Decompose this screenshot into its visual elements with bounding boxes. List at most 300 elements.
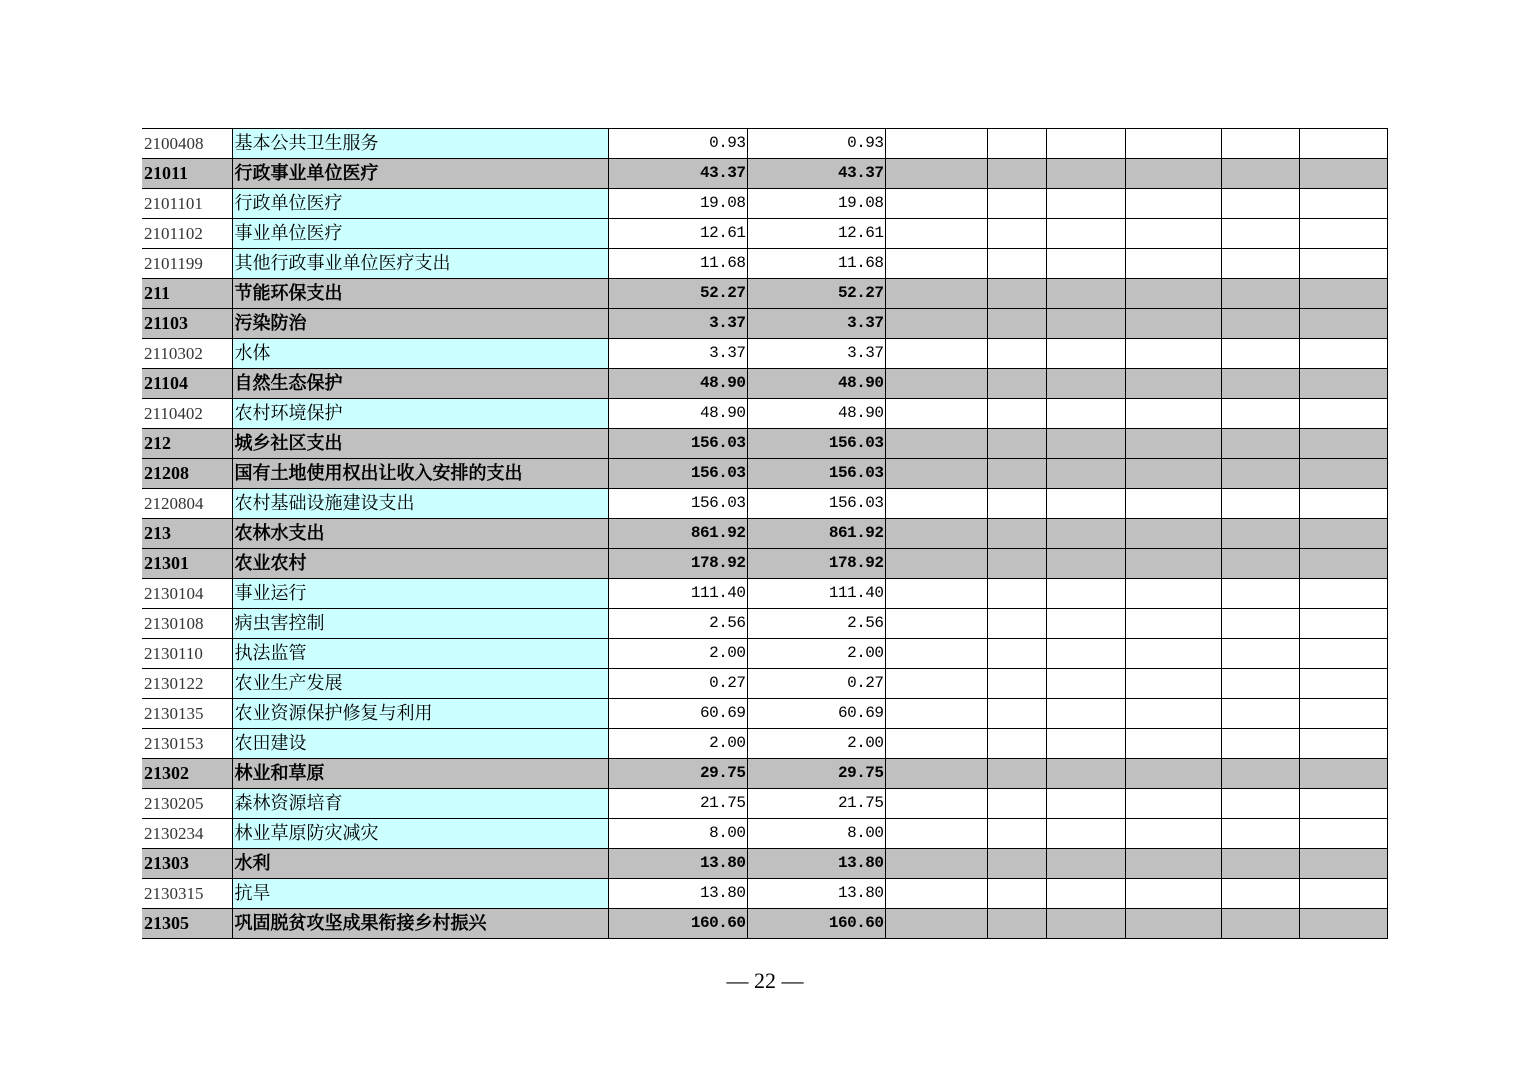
empty-cell <box>987 339 1046 369</box>
row-value-2: 60.69 <box>747 699 885 729</box>
table-row <box>142 729 1387 759</box>
empty-cell <box>1125 309 1221 339</box>
empty-cell <box>1221 309 1299 339</box>
row-code: 21011 <box>142 159 232 189</box>
empty-cell <box>1299 519 1387 549</box>
row-name: 自然生态保护 <box>232 369 608 399</box>
row-value-2: 156.03 <box>747 489 885 519</box>
row-value-2: 160.60 <box>747 909 885 939</box>
empty-cell <box>885 219 987 249</box>
empty-cell <box>885 579 987 609</box>
empty-cell <box>1299 159 1387 189</box>
empty-cell <box>987 279 1046 309</box>
row-value-1: 48.90 <box>608 399 747 429</box>
empty-cell <box>1046 279 1125 309</box>
row-value-2: 2.00 <box>747 729 885 759</box>
row-code: 21305 <box>142 909 232 939</box>
row-value-2: 2.56 <box>747 609 885 639</box>
empty-cell <box>1221 249 1299 279</box>
table-body <box>142 129 1387 939</box>
row-value-1: 13.80 <box>608 879 747 909</box>
table-row <box>142 549 1387 579</box>
table-row <box>142 339 1387 369</box>
row-value-2: 29.75 <box>747 759 885 789</box>
row-value-1: 156.03 <box>608 429 747 459</box>
empty-cell <box>1125 129 1221 159</box>
empty-cell <box>1125 819 1221 849</box>
row-value-2: 12.61 <box>747 219 885 249</box>
empty-cell <box>1299 369 1387 399</box>
empty-cell <box>885 729 987 759</box>
table-row <box>142 879 1387 909</box>
table-row <box>142 609 1387 639</box>
empty-cell <box>885 609 987 639</box>
empty-cell <box>885 399 987 429</box>
empty-cell <box>987 789 1046 819</box>
empty-cell <box>1046 819 1125 849</box>
row-value-2: 48.90 <box>747 399 885 429</box>
table-row <box>142 429 1387 459</box>
row-value-2: 111.40 <box>747 579 885 609</box>
empty-cell <box>1125 279 1221 309</box>
empty-cell <box>1221 549 1299 579</box>
row-name: 农业资源保护修复与利用 <box>232 699 608 729</box>
table-row <box>142 399 1387 429</box>
row-value-1: 111.40 <box>608 579 747 609</box>
empty-cell <box>885 639 987 669</box>
empty-cell <box>1299 309 1387 339</box>
empty-cell <box>1221 609 1299 639</box>
empty-cell <box>1046 309 1125 339</box>
table-row <box>142 819 1387 849</box>
empty-cell <box>885 369 987 399</box>
table-row <box>142 639 1387 669</box>
empty-cell <box>1125 729 1221 759</box>
empty-cell <box>987 159 1046 189</box>
table-row <box>142 789 1387 819</box>
empty-cell <box>1046 609 1125 639</box>
empty-cell <box>1046 699 1125 729</box>
empty-cell <box>1221 819 1299 849</box>
empty-cell <box>987 699 1046 729</box>
empty-cell <box>1299 759 1387 789</box>
row-value-2: 0.27 <box>747 669 885 699</box>
table-row <box>142 849 1387 879</box>
row-value-1: 21.75 <box>608 789 747 819</box>
empty-cell <box>1046 429 1125 459</box>
empty-cell <box>1221 489 1299 519</box>
row-name: 行政事业单位医疗 <box>232 159 608 189</box>
empty-cell <box>1125 339 1221 369</box>
empty-cell <box>1299 639 1387 669</box>
empty-cell <box>987 369 1046 399</box>
empty-cell <box>1299 489 1387 519</box>
empty-cell <box>1221 459 1299 489</box>
row-value-2: 43.37 <box>747 159 885 189</box>
empty-cell <box>885 159 987 189</box>
empty-cell <box>1299 279 1387 309</box>
table-row <box>142 159 1387 189</box>
table-row <box>142 129 1387 159</box>
empty-cell <box>1046 159 1125 189</box>
empty-cell <box>885 789 987 819</box>
empty-cell <box>987 459 1046 489</box>
row-name: 林业和草原 <box>232 759 608 789</box>
row-value-2: 13.80 <box>747 879 885 909</box>
empty-cell <box>1221 339 1299 369</box>
empty-cell <box>1299 669 1387 699</box>
empty-cell <box>987 309 1046 339</box>
empty-cell <box>1221 159 1299 189</box>
row-value-1: 12.61 <box>608 219 747 249</box>
row-name: 农业生产发展 <box>232 669 608 699</box>
row-value-2: 21.75 <box>747 789 885 819</box>
empty-cell <box>1221 669 1299 699</box>
row-code: 2110402 <box>142 399 232 429</box>
empty-cell <box>1125 189 1221 219</box>
empty-cell <box>1125 639 1221 669</box>
empty-cell <box>1221 579 1299 609</box>
empty-cell <box>885 459 987 489</box>
empty-cell <box>987 429 1046 459</box>
empty-cell <box>1299 399 1387 429</box>
empty-cell <box>1125 369 1221 399</box>
empty-cell <box>885 489 987 519</box>
row-name: 国有土地使用权出让收入安排的支出 <box>232 459 608 489</box>
empty-cell <box>1299 189 1387 219</box>
empty-cell <box>1046 489 1125 519</box>
row-name: 事业单位医疗 <box>232 219 608 249</box>
empty-cell <box>1221 759 1299 789</box>
empty-cell <box>1046 459 1125 489</box>
row-value-1: 160.60 <box>608 909 747 939</box>
table-row <box>142 309 1387 339</box>
row-value-2: 861.92 <box>747 519 885 549</box>
empty-cell <box>1046 759 1125 789</box>
empty-cell <box>1299 909 1387 939</box>
row-code: 21104 <box>142 369 232 399</box>
empty-cell <box>885 249 987 279</box>
row-code: 21301 <box>142 549 232 579</box>
empty-cell <box>1046 639 1125 669</box>
row-value-1: 0.93 <box>608 129 747 159</box>
row-name: 水利 <box>232 849 608 879</box>
empty-cell <box>1221 789 1299 819</box>
empty-cell <box>1125 789 1221 819</box>
empty-cell <box>987 219 1046 249</box>
empty-cell <box>987 399 1046 429</box>
row-value-2: 3.37 <box>747 309 885 339</box>
row-value-1: 178.92 <box>608 549 747 579</box>
row-value-1: 2.56 <box>608 609 747 639</box>
empty-cell <box>1046 399 1125 429</box>
empty-cell <box>987 729 1046 759</box>
page-number: — 22 — <box>726 968 804 993</box>
empty-cell <box>987 579 1046 609</box>
empty-cell <box>1221 729 1299 759</box>
row-value-2: 11.68 <box>747 249 885 279</box>
row-name: 执法监管 <box>232 639 608 669</box>
row-value-1: 3.37 <box>608 339 747 369</box>
row-name: 农业农村 <box>232 549 608 579</box>
empty-cell <box>1221 189 1299 219</box>
row-name: 农村环境保护 <box>232 399 608 429</box>
empty-cell <box>1299 339 1387 369</box>
row-code: 2120804 <box>142 489 232 519</box>
empty-cell <box>1221 369 1299 399</box>
row-code: 2130315 <box>142 879 232 909</box>
empty-cell <box>1299 219 1387 249</box>
empty-cell <box>1125 489 1221 519</box>
empty-cell <box>885 279 987 309</box>
empty-cell <box>1046 669 1125 699</box>
empty-cell <box>1046 909 1125 939</box>
row-value-2: 156.03 <box>747 429 885 459</box>
empty-cell <box>987 549 1046 579</box>
table-row <box>142 699 1387 729</box>
row-code: 213 <box>142 519 232 549</box>
row-code: 2130122 <box>142 669 232 699</box>
empty-cell <box>1299 129 1387 159</box>
row-name: 事业运行 <box>232 579 608 609</box>
empty-cell <box>1221 279 1299 309</box>
empty-cell <box>885 519 987 549</box>
empty-cell <box>987 639 1046 669</box>
empty-cell <box>1046 129 1125 159</box>
row-code: 2130234 <box>142 819 232 849</box>
row-code: 21303 <box>142 849 232 879</box>
row-code: 21103 <box>142 309 232 339</box>
row-code: 2130110 <box>142 639 232 669</box>
empty-cell <box>885 129 987 159</box>
empty-cell <box>987 819 1046 849</box>
empty-cell <box>987 129 1046 159</box>
row-value-2: 52.27 <box>747 279 885 309</box>
empty-cell <box>1125 699 1221 729</box>
row-value-1: 3.37 <box>608 309 747 339</box>
table-row <box>142 459 1387 489</box>
empty-cell <box>1046 339 1125 369</box>
empty-cell <box>987 609 1046 639</box>
empty-cell <box>1221 909 1299 939</box>
empty-cell <box>987 189 1046 219</box>
empty-cell <box>1221 429 1299 459</box>
table-row <box>142 369 1387 399</box>
row-name: 农田建设 <box>232 729 608 759</box>
empty-cell <box>1125 879 1221 909</box>
table-row <box>142 249 1387 279</box>
budget-table <box>142 128 1388 939</box>
empty-cell <box>1125 669 1221 699</box>
row-code: 2130153 <box>142 729 232 759</box>
empty-cell <box>1221 519 1299 549</box>
empty-cell <box>1125 609 1221 639</box>
row-value-1: 156.03 <box>608 459 747 489</box>
table-row <box>142 579 1387 609</box>
empty-cell <box>1125 579 1221 609</box>
empty-cell <box>1046 579 1125 609</box>
empty-cell <box>987 489 1046 519</box>
row-code: 2130108 <box>142 609 232 639</box>
row-name: 巩固脱贫攻坚成果衔接乡村振兴 <box>232 909 608 939</box>
row-code: 2101101 <box>142 189 232 219</box>
empty-cell <box>987 909 1046 939</box>
empty-cell <box>1299 789 1387 819</box>
row-code: 2130205 <box>142 789 232 819</box>
empty-cell <box>885 669 987 699</box>
row-name: 行政单位医疗 <box>232 189 608 219</box>
row-value-1: 0.27 <box>608 669 747 699</box>
empty-cell <box>885 909 987 939</box>
row-name: 城乡社区支出 <box>232 429 608 459</box>
row-name: 污染防治 <box>232 309 608 339</box>
empty-cell <box>1046 219 1125 249</box>
empty-cell <box>1046 189 1125 219</box>
empty-cell <box>1046 729 1125 759</box>
empty-cell <box>885 549 987 579</box>
empty-cell <box>1221 699 1299 729</box>
row-code: 212 <box>142 429 232 459</box>
row-value-1: 48.90 <box>608 369 747 399</box>
table-row <box>142 519 1387 549</box>
empty-cell <box>885 309 987 339</box>
row-value-1: 60.69 <box>608 699 747 729</box>
row-value-1: 11.68 <box>608 249 747 279</box>
table-row <box>142 219 1387 249</box>
row-value-2: 8.00 <box>747 819 885 849</box>
row-value-2: 19.08 <box>747 189 885 219</box>
row-value-2: 48.90 <box>747 369 885 399</box>
empty-cell <box>1125 219 1221 249</box>
empty-cell <box>885 759 987 789</box>
table-row <box>142 909 1387 939</box>
empty-cell <box>1046 249 1125 279</box>
row-value-1: 8.00 <box>608 819 747 849</box>
empty-cell <box>1046 519 1125 549</box>
row-name: 基本公共卫生服务 <box>232 129 608 159</box>
row-name: 森林资源培育 <box>232 789 608 819</box>
row-code: 2100408 <box>142 129 232 159</box>
row-value-2: 3.37 <box>747 339 885 369</box>
empty-cell <box>885 879 987 909</box>
row-value-2: 0.93 <box>747 129 885 159</box>
row-name: 病虫害控制 <box>232 609 608 639</box>
empty-cell <box>1221 399 1299 429</box>
empty-cell <box>1046 549 1125 579</box>
empty-cell <box>1221 879 1299 909</box>
empty-cell <box>1125 159 1221 189</box>
table-row <box>142 189 1387 219</box>
empty-cell <box>1299 459 1387 489</box>
row-value-1: 52.27 <box>608 279 747 309</box>
empty-cell <box>885 819 987 849</box>
empty-cell <box>1299 249 1387 279</box>
empty-cell <box>1125 399 1221 429</box>
row-value-1: 13.80 <box>608 849 747 879</box>
row-name: 抗旱 <box>232 879 608 909</box>
table-row <box>142 669 1387 699</box>
empty-cell <box>1125 849 1221 879</box>
empty-cell <box>1221 219 1299 249</box>
row-value-2: 156.03 <box>747 459 885 489</box>
empty-cell <box>1125 429 1221 459</box>
empty-cell <box>987 519 1046 549</box>
row-code: 2110302 <box>142 339 232 369</box>
empty-cell <box>885 699 987 729</box>
row-code: 2130135 <box>142 699 232 729</box>
row-code: 2130104 <box>142 579 232 609</box>
row-value-1: 29.75 <box>608 759 747 789</box>
empty-cell <box>1299 729 1387 759</box>
empty-cell <box>1125 459 1221 489</box>
empty-cell <box>1125 249 1221 279</box>
row-value-2: 178.92 <box>747 549 885 579</box>
row-code: 2101102 <box>142 219 232 249</box>
empty-cell <box>1299 549 1387 579</box>
row-code: 2101199 <box>142 249 232 279</box>
empty-cell <box>885 189 987 219</box>
empty-cell <box>1299 819 1387 849</box>
table-row <box>142 489 1387 519</box>
empty-cell <box>1221 129 1299 159</box>
row-value-2: 13.80 <box>747 849 885 879</box>
row-name: 其他行政事业单位医疗支出 <box>232 249 608 279</box>
row-value-2: 2.00 <box>747 639 885 669</box>
row-code: 21302 <box>142 759 232 789</box>
table-row <box>142 279 1387 309</box>
empty-cell <box>987 249 1046 279</box>
empty-cell <box>1046 789 1125 819</box>
empty-cell <box>1299 849 1387 879</box>
row-name: 节能环保支出 <box>232 279 608 309</box>
empty-cell <box>1299 579 1387 609</box>
table-row <box>142 759 1387 789</box>
empty-cell <box>987 759 1046 789</box>
empty-cell <box>1221 639 1299 669</box>
empty-cell <box>1299 879 1387 909</box>
empty-cell <box>1046 879 1125 909</box>
row-value-1: 43.37 <box>608 159 747 189</box>
row-value-1: 156.03 <box>608 489 747 519</box>
empty-cell <box>987 669 1046 699</box>
empty-cell <box>987 879 1046 909</box>
empty-cell <box>1125 759 1221 789</box>
row-code: 21208 <box>142 459 232 489</box>
empty-cell <box>1046 849 1125 879</box>
row-name: 水体 <box>232 339 608 369</box>
row-code: 211 <box>142 279 232 309</box>
row-value-1: 19.08 <box>608 189 747 219</box>
empty-cell <box>1299 699 1387 729</box>
empty-cell <box>885 339 987 369</box>
empty-cell <box>1046 369 1125 399</box>
row-value-1: 861.92 <box>608 519 747 549</box>
empty-cell <box>885 429 987 459</box>
row-value-1: 2.00 <box>608 639 747 669</box>
empty-cell <box>1299 429 1387 459</box>
empty-cell <box>1299 609 1387 639</box>
empty-cell <box>1125 519 1221 549</box>
empty-cell <box>1125 549 1221 579</box>
empty-cell <box>1125 909 1221 939</box>
empty-cell <box>987 849 1046 879</box>
row-value-1: 2.00 <box>608 729 747 759</box>
row-name: 林业草原防灾减灾 <box>232 819 608 849</box>
row-name: 农林水支出 <box>232 519 608 549</box>
empty-cell <box>1221 849 1299 879</box>
row-name: 农村基础设施建设支出 <box>232 489 608 519</box>
empty-cell <box>885 849 987 879</box>
